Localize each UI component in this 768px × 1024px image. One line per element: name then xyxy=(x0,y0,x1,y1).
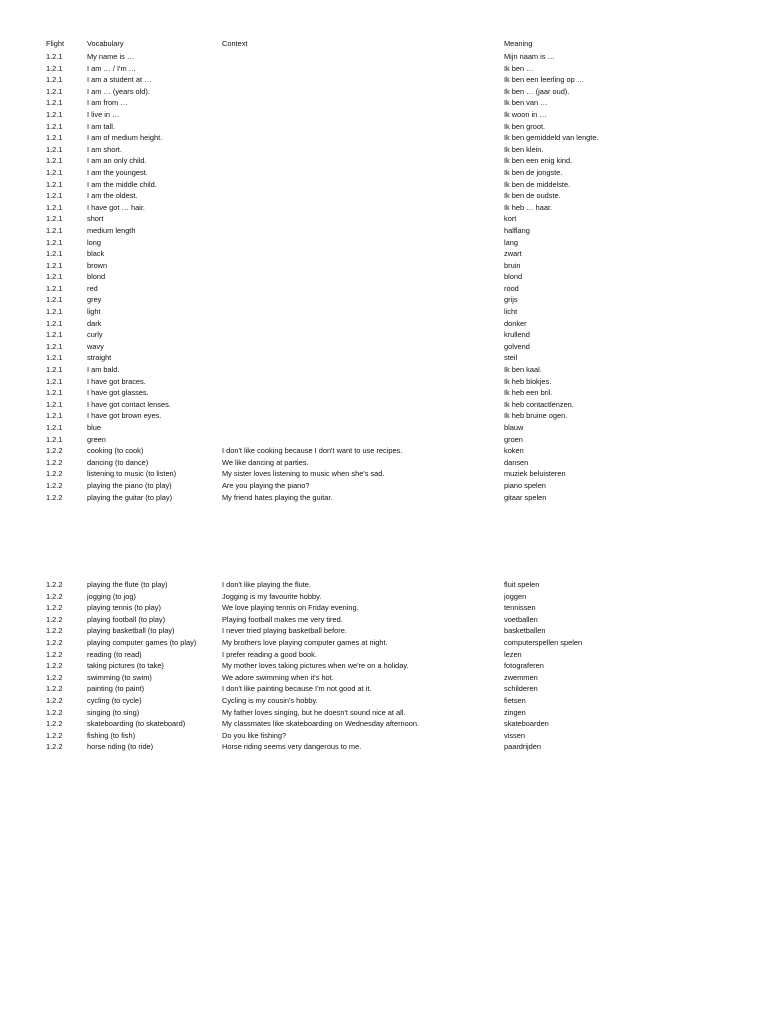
cell-flight: 1.2.1 xyxy=(46,330,63,340)
cell-flight: 1.2.2 xyxy=(46,730,63,740)
cell-vocabulary: short xyxy=(87,214,104,224)
cell-context: Playing football makes me very tired. xyxy=(222,614,343,624)
table-row xyxy=(46,225,726,237)
cell-flight: 1.2.1 xyxy=(46,365,63,375)
table-row xyxy=(46,625,726,637)
cell-vocabulary: jogging (to jog) xyxy=(87,591,136,601)
cell-flight: 1.2.2 xyxy=(46,695,63,705)
cell-context xyxy=(222,364,504,376)
table-row xyxy=(46,306,726,318)
cell-context xyxy=(222,97,504,109)
cell-flight: 1.2.1 xyxy=(46,144,63,154)
table-row xyxy=(46,155,726,167)
cell-meaning: Ik ben de oudste. xyxy=(504,191,561,201)
cell-context xyxy=(222,121,504,133)
table-row xyxy=(46,283,726,295)
cell-flight: 1.2.1 xyxy=(46,156,63,166)
cell-meaning: Ik woon in … xyxy=(504,109,547,119)
cell-flight: 1.2.1 xyxy=(46,260,63,270)
cell-context xyxy=(222,155,504,167)
cell-flight: 1.2.2 xyxy=(46,637,63,647)
table-row xyxy=(46,683,726,695)
cell-meaning: bruin xyxy=(504,260,521,270)
cell-flight: 1.2.1 xyxy=(46,295,63,305)
cell-meaning: Ik ben groot. xyxy=(504,121,546,131)
cell-flight: 1.2.1 xyxy=(46,63,63,73)
cell-flight: 1.2.2 xyxy=(46,719,63,729)
table-row xyxy=(46,352,726,364)
cell-flight: 1.2.1 xyxy=(46,167,63,177)
cell-meaning: halflang xyxy=(504,225,530,235)
cell-meaning: computerspellen spelen xyxy=(504,637,583,647)
cell-context xyxy=(222,74,504,86)
cell-meaning: Ik ben … (jaar oud). xyxy=(504,86,570,96)
cell-meaning: grijs xyxy=(504,295,518,305)
cell-context xyxy=(222,341,504,353)
table-row xyxy=(46,364,726,376)
cell-context xyxy=(222,283,504,295)
cell-flight: 1.2.2 xyxy=(46,469,63,479)
cell-flight: 1.2.2 xyxy=(46,742,63,752)
table-row xyxy=(46,410,726,422)
table-row xyxy=(46,399,726,411)
cell-meaning: Ik ben klein. xyxy=(504,144,544,154)
cell-vocabulary: I am … (years old). xyxy=(87,86,150,96)
cell-meaning: Ik heb een bril. xyxy=(504,388,553,398)
cell-meaning: Ik ben van … xyxy=(504,98,548,108)
header-context: Context xyxy=(222,39,248,48)
cell-vocabulary: I have got … hair. xyxy=(87,202,145,212)
cell-vocabulary: My name is … xyxy=(87,52,135,61)
table-row xyxy=(46,492,726,504)
table-row xyxy=(46,614,726,626)
table-row xyxy=(46,144,726,156)
cell-vocabulary: I have got braces. xyxy=(87,376,146,386)
cell-meaning: Mijn naam is … xyxy=(504,52,555,61)
cell-vocabulary: long xyxy=(87,237,101,247)
cell-meaning: fietsen xyxy=(504,695,526,705)
cell-context xyxy=(222,248,504,260)
cell-context xyxy=(222,202,504,214)
cell-context xyxy=(222,352,504,364)
cell-vocabulary: playing football (to play) xyxy=(87,614,166,624)
cell-flight: 1.2.2 xyxy=(46,707,63,717)
cell-flight: 1.2.2 xyxy=(46,672,63,682)
cell-flight: 1.2.1 xyxy=(46,237,63,247)
cell-flight: 1.2.1 xyxy=(46,318,63,328)
cell-context: My father loves singing, but he doesn't sound nice at all. xyxy=(222,707,406,717)
cell-flight: 1.2.1 xyxy=(46,434,63,444)
cell-vocabulary: playing the piano (to play) xyxy=(87,480,172,490)
cell-vocabulary: painting (to paint) xyxy=(87,684,145,694)
cell-context: My friend hates playing the guitar. xyxy=(222,492,333,502)
table-row xyxy=(46,434,726,446)
table-row xyxy=(46,74,726,86)
cell-meaning: Ik heb … haar. xyxy=(504,202,553,212)
cell-vocabulary: medium length xyxy=(87,225,136,235)
cell-flight: 1.2.1 xyxy=(46,388,63,398)
cell-context xyxy=(222,271,504,283)
cell-flight: 1.2.2 xyxy=(46,603,63,613)
cell-context: My brothers love playing computer games at night. xyxy=(222,637,388,647)
cell-flight: 1.2.1 xyxy=(46,399,63,409)
cell-meaning: Ik ben de jongste. xyxy=(504,167,563,177)
table-row xyxy=(46,730,726,742)
cell-context xyxy=(222,51,504,63)
cell-vocabulary: curly xyxy=(87,330,103,340)
cell-flight: 1.2.2 xyxy=(46,457,63,467)
cell-flight: 1.2.2 xyxy=(46,492,63,502)
cell-context xyxy=(222,399,504,411)
header-row xyxy=(46,38,726,51)
cell-context xyxy=(222,144,504,156)
cell-context xyxy=(222,190,504,202)
cell-flight: 1.2.1 xyxy=(46,98,63,108)
cell-vocabulary: I have got contact lenses. xyxy=(87,399,171,409)
cell-flight: 1.2.2 xyxy=(46,684,63,694)
cell-vocabulary: fishing (to fish) xyxy=(87,730,136,740)
cell-vocabulary: red xyxy=(87,283,98,293)
cell-context xyxy=(222,329,504,341)
cell-meaning: zwemmen xyxy=(504,672,538,682)
cell-vocabulary: reading (to read) xyxy=(87,649,142,659)
cell-context xyxy=(222,237,504,249)
cell-vocabulary: green xyxy=(87,434,106,444)
cell-meaning: Ik ben gemiddeld van lengte. xyxy=(504,133,599,143)
cell-context xyxy=(222,294,504,306)
cell-context xyxy=(222,410,504,422)
table-row xyxy=(46,445,726,457)
cell-flight: 1.2.1 xyxy=(46,411,63,421)
table-row xyxy=(46,271,726,283)
cell-meaning: basketballen xyxy=(504,626,546,636)
cell-vocabulary: blue xyxy=(87,423,101,432)
cell-context xyxy=(222,387,504,399)
cell-meaning: lezen xyxy=(504,649,522,659)
cell-meaning: dansen xyxy=(504,457,529,467)
cell-meaning: muziek beluisteren xyxy=(504,469,566,479)
cell-context xyxy=(222,225,504,237)
cell-vocabulary: I am an only child. xyxy=(87,156,147,166)
cell-flight: 1.2.1 xyxy=(46,133,63,143)
cell-vocabulary: taking pictures (to take) xyxy=(87,661,164,671)
cell-meaning: vissen xyxy=(504,730,525,740)
cell-context: Cycling is my cousin's hobby. xyxy=(222,695,318,705)
table-row xyxy=(46,387,726,399)
cell-flight: 1.2.2 xyxy=(46,661,63,671)
header-vocabulary: Vocabulary xyxy=(87,39,124,48)
cell-meaning: paardrijden xyxy=(504,742,541,752)
cell-vocabulary: swimming (to swim) xyxy=(87,672,152,682)
table-row xyxy=(46,329,726,341)
cell-meaning: tennissen xyxy=(504,603,536,613)
table-row xyxy=(46,695,726,707)
cell-vocabulary: black xyxy=(87,249,105,259)
table-row xyxy=(46,86,726,98)
cell-vocabulary: skateboarding (to skateboard) xyxy=(87,719,186,729)
cell-meaning: zwart xyxy=(504,249,522,259)
table-row xyxy=(46,213,726,225)
cell-context: I don't like playing the flute. xyxy=(222,580,311,589)
cell-vocabulary: I am a student at … xyxy=(87,75,152,85)
table-row xyxy=(46,602,726,614)
cell-vocabulary: I am short. xyxy=(87,144,122,154)
header-meaning: Meaning xyxy=(504,39,533,48)
cell-flight: 1.2.1 xyxy=(46,283,63,293)
cell-flight: 1.2.1 xyxy=(46,191,63,201)
cell-vocabulary: I am of medium height. xyxy=(87,133,163,143)
cell-vocabulary: playing the flute (to play) xyxy=(87,580,168,589)
cell-meaning: blauw xyxy=(504,423,524,432)
cell-vocabulary: singing (to sing) xyxy=(87,707,140,717)
cell-meaning: licht xyxy=(504,307,518,317)
cell-flight: 1.2.2 xyxy=(46,446,63,456)
cell-context: My classmates like skateboarding on Wednesday afternoon. xyxy=(222,719,420,729)
cell-vocabulary: I live in … xyxy=(87,109,120,119)
cell-meaning: zingen xyxy=(504,707,526,717)
table-row xyxy=(46,672,726,684)
cell-meaning: blond xyxy=(504,272,523,282)
cell-context: We love playing tennis on Friday evening. xyxy=(222,603,359,613)
cell-flight: 1.2.1 xyxy=(46,272,63,282)
cell-flight: 1.2.1 xyxy=(46,341,63,351)
cell-vocabulary: grey xyxy=(87,295,102,305)
cell-meaning: lang xyxy=(504,237,518,247)
table-row xyxy=(46,649,726,661)
cell-meaning: gitaar spelen xyxy=(504,492,547,502)
cell-context: Are you playing the piano? xyxy=(222,480,310,490)
cell-meaning: donker xyxy=(504,318,527,328)
cell-vocabulary: cycling (to cycle) xyxy=(87,695,142,705)
cell-meaning: Ik ben kaal. xyxy=(504,365,542,375)
cell-context xyxy=(222,63,504,75)
cell-flight: 1.2.1 xyxy=(46,376,63,386)
table-row xyxy=(46,237,726,249)
cell-vocabulary: light xyxy=(87,307,101,317)
table-row xyxy=(46,457,726,469)
cell-meaning: Ik ben … xyxy=(504,63,534,73)
cell-vocabulary: I am tall. xyxy=(87,121,115,131)
cell-context xyxy=(222,422,504,434)
vocabulary-table-continued xyxy=(46,579,726,753)
cell-context xyxy=(222,86,504,98)
cell-vocabulary: blond xyxy=(87,272,106,282)
table-row xyxy=(46,376,726,388)
cell-meaning: Ik heb blokjes. xyxy=(504,376,552,386)
cell-flight: 1.2.1 xyxy=(46,353,63,363)
cell-context: I don't like painting because I'm not good at it. xyxy=(222,684,372,694)
cell-meaning: groen xyxy=(504,434,523,444)
table-row xyxy=(46,132,726,144)
table-row xyxy=(46,260,726,272)
table-row xyxy=(46,51,726,63)
cell-context xyxy=(222,167,504,179)
cell-meaning: Ik ben een leerling op … xyxy=(504,75,585,85)
cell-flight: 1.2.2 xyxy=(46,649,63,659)
table-row xyxy=(46,718,726,730)
cell-flight: 1.2.1 xyxy=(46,214,63,224)
cell-vocabulary: playing computer games (to play) xyxy=(87,637,197,647)
cell-vocabulary: playing basketball (to play) xyxy=(87,626,175,636)
cell-flight: 1.2.1 xyxy=(46,121,63,131)
cell-flight: 1.2.1 xyxy=(46,109,63,119)
cell-meaning: joggen xyxy=(504,591,527,601)
cell-context xyxy=(222,213,504,225)
cell-meaning: golvend xyxy=(504,341,530,351)
cell-vocabulary: straight xyxy=(87,353,112,363)
cell-context xyxy=(222,260,504,272)
cell-vocabulary: I am … / I'm … xyxy=(87,63,137,73)
cell-meaning: Ik ben een enig kind. xyxy=(504,156,573,166)
cell-vocabulary: playing the guitar (to play) xyxy=(87,492,173,502)
cell-context: My mother loves taking pictures when we're on a holiday. xyxy=(222,661,409,671)
table-row xyxy=(46,318,726,330)
cell-flight: 1.2.1 xyxy=(46,179,63,189)
cell-meaning: kort xyxy=(504,214,517,224)
cell-vocabulary: dancing (to dance) xyxy=(87,457,149,467)
cell-vocabulary: horse riding (to ride) xyxy=(87,742,154,752)
cell-flight: 1.2.1 xyxy=(46,307,63,317)
table-row xyxy=(46,190,726,202)
cell-context: Jogging is my favourite hobby. xyxy=(222,591,322,601)
table-row xyxy=(46,97,726,109)
cell-vocabulary: I am the youngest. xyxy=(87,167,148,177)
cell-context: We like dancing at parties. xyxy=(222,457,309,467)
table-row xyxy=(46,468,726,480)
table-row xyxy=(46,591,726,603)
table-row xyxy=(46,121,726,133)
cell-vocabulary: I have got brown eyes. xyxy=(87,411,162,421)
cell-flight: 1.2.1 xyxy=(46,249,63,259)
table-row xyxy=(46,179,726,191)
cell-flight: 1.2.2 xyxy=(46,591,63,601)
cell-flight: 1.2.2 xyxy=(46,480,63,490)
table-row xyxy=(46,109,726,121)
cell-vocabulary: brown xyxy=(87,260,108,270)
table-row xyxy=(46,63,726,75)
cell-context: Horse riding seems very dangerous to me. xyxy=(222,742,362,752)
cell-meaning: skateboarden xyxy=(504,719,549,729)
cell-context xyxy=(222,109,504,121)
cell-meaning: steil xyxy=(504,353,518,363)
cell-flight: 1.2.2 xyxy=(46,626,63,636)
cell-vocabulary: dark xyxy=(87,318,102,328)
cell-context xyxy=(222,376,504,388)
cell-context xyxy=(222,306,504,318)
table-row xyxy=(46,167,726,179)
cell-flight: 1.2.2 xyxy=(46,580,63,589)
cell-meaning: rood xyxy=(504,283,519,293)
cell-flight: 1.2.2 xyxy=(46,614,63,624)
table-row xyxy=(46,202,726,214)
cell-vocabulary: wavy xyxy=(87,341,104,351)
vocabulary-table xyxy=(46,38,726,503)
cell-vocabulary: I am from … xyxy=(87,98,128,108)
table-row xyxy=(46,637,726,649)
table-row xyxy=(46,579,726,591)
cell-meaning: koken xyxy=(504,446,524,456)
cell-meaning: schilderen xyxy=(504,684,538,694)
cell-flight: 1.2.1 xyxy=(46,225,63,235)
cell-vocabulary: I am bald. xyxy=(87,365,120,375)
cell-vocabulary: listening to music (to listen) xyxy=(87,469,177,479)
cell-vocabulary: I am the oldest. xyxy=(87,191,138,201)
table-row xyxy=(46,480,726,492)
table-row xyxy=(46,707,726,719)
cell-meaning: Ik heb bruine ogen. xyxy=(504,411,568,421)
cell-context: Do you like fishing? xyxy=(222,730,287,740)
table-row xyxy=(46,422,726,434)
cell-context xyxy=(222,434,504,446)
cell-context: I prefer reading a good book. xyxy=(222,649,317,659)
cell-context: We adore swimming when it's hot. xyxy=(222,672,334,682)
cell-flight: 1.2.1 xyxy=(46,202,63,212)
cell-context: I don't like cooking because I don't want to use recipes. xyxy=(222,446,403,456)
cell-context xyxy=(222,132,504,144)
table-row xyxy=(46,741,726,753)
cell-flight: 1.2.1 xyxy=(46,52,63,61)
cell-flight: 1.2.1 xyxy=(46,86,63,96)
cell-flight: 1.2.1 xyxy=(46,423,63,432)
cell-context xyxy=(222,179,504,191)
cell-context xyxy=(222,318,504,330)
table-row xyxy=(46,660,726,672)
cell-vocabulary: cooking (to cook) xyxy=(87,446,144,456)
cell-flight: 1.2.1 xyxy=(46,75,63,85)
header-flight: Flight xyxy=(46,39,65,48)
cell-context: My sister loves listening to music when she's sad. xyxy=(222,469,385,479)
cell-vocabulary: I have got glasses. xyxy=(87,388,149,398)
table-row xyxy=(46,341,726,353)
cell-meaning: Ik ben de middelste. xyxy=(504,179,571,189)
table-row xyxy=(46,294,726,306)
cell-vocabulary: I am the middle child. xyxy=(87,179,157,189)
table-row xyxy=(46,248,726,260)
cell-context: I never tried playing basketball before. xyxy=(222,626,347,636)
cell-meaning: piano spelen xyxy=(504,480,546,490)
cell-meaning: krullend xyxy=(504,330,530,340)
cell-meaning: fluit spelen xyxy=(504,580,540,589)
cell-vocabulary: playing tennis (to play) xyxy=(87,603,161,613)
cell-meaning: fotograferen xyxy=(504,661,544,671)
cell-meaning: Ik heb contactlenzen. xyxy=(504,399,574,409)
cell-meaning: voetballen xyxy=(504,614,538,624)
